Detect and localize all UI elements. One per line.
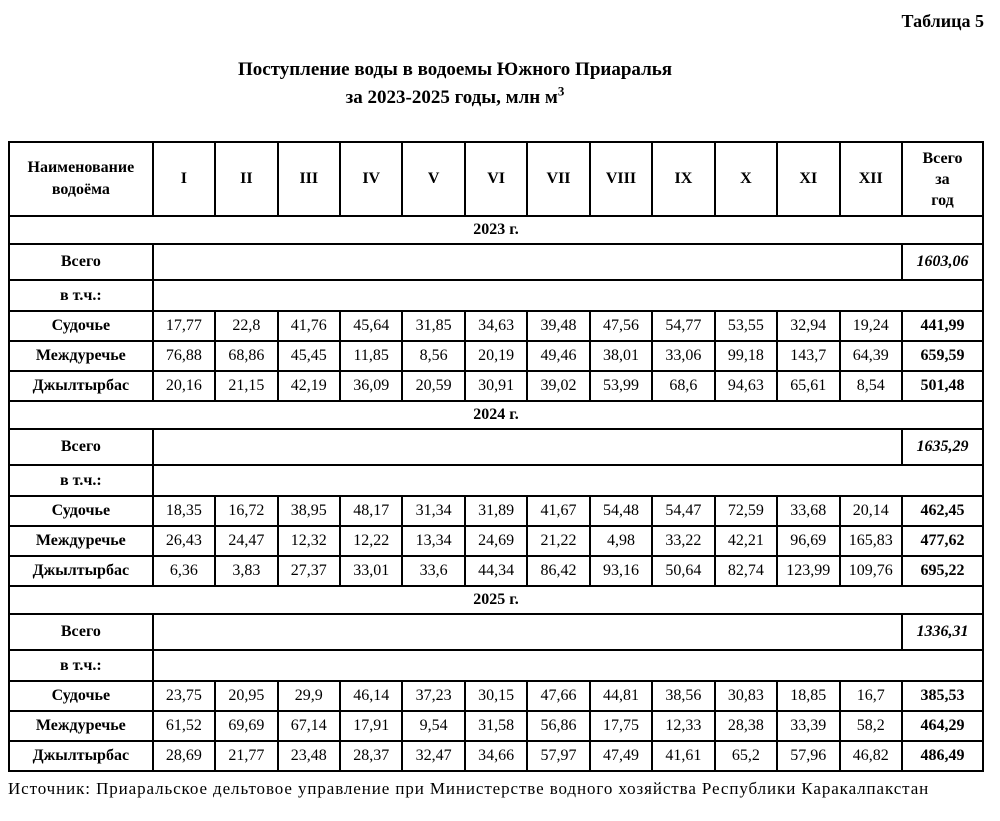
- value-cell: 32,47: [402, 741, 464, 771]
- value-cell: 12,32: [278, 526, 340, 556]
- value-cell: 17,91: [340, 711, 402, 741]
- value-cell: 24,69: [465, 526, 527, 556]
- document-title: [0, 56, 910, 112]
- table-row: [9, 496, 983, 526]
- empty-merged-cell: [153, 280, 983, 311]
- col-header-month-12: XII: [840, 142, 902, 216]
- value-cell: 46,82: [840, 741, 902, 771]
- row-name: Междуречье: [9, 341, 153, 371]
- col-header-month-6: VI: [465, 142, 527, 216]
- year-banner: 2025 г.: [9, 586, 983, 614]
- value-cell: 49,46: [527, 341, 589, 371]
- year-section-row-2025: [9, 586, 983, 614]
- header-row: [9, 142, 983, 216]
- year-section-row-2023: [9, 216, 983, 244]
- value-cell: 46,14: [340, 681, 402, 711]
- value-cell: 28,37: [340, 741, 402, 771]
- value-cell: 22,8: [215, 311, 277, 341]
- title-line-2-text: за 2023-2025 годы, млн м: [345, 87, 558, 108]
- row-name: Джылтырбас: [9, 556, 153, 586]
- row-total: 695,22: [902, 556, 983, 586]
- section-total-value: 1336,31: [902, 614, 983, 650]
- value-cell: 12,33: [652, 711, 714, 741]
- value-cell: 39,48: [527, 311, 589, 341]
- row-name: Судочье: [9, 496, 153, 526]
- value-cell: 61,52: [153, 711, 215, 741]
- value-cell: 57,97: [527, 741, 589, 771]
- row-total: 659,59: [902, 341, 983, 371]
- value-cell: 18,85: [777, 681, 839, 711]
- total-header-line-1: Всего: [922, 149, 963, 167]
- col-header-month-2: II: [215, 142, 277, 216]
- value-cell: 69,69: [215, 711, 277, 741]
- value-cell: 8,54: [840, 371, 902, 401]
- value-cell: 13,34: [402, 526, 464, 556]
- row-total: 462,45: [902, 496, 983, 526]
- col-header-month-3: III: [278, 142, 340, 216]
- value-cell: 65,2: [715, 741, 777, 771]
- value-cell: 30,91: [465, 371, 527, 401]
- including-label: в т.ч.:: [9, 280, 153, 311]
- value-cell: 123,99: [777, 556, 839, 586]
- table-row: [9, 341, 983, 371]
- value-cell: 45,45: [278, 341, 340, 371]
- value-cell: 20,16: [153, 371, 215, 401]
- value-cell: 54,77: [652, 311, 714, 341]
- value-cell: 45,64: [340, 311, 402, 341]
- value-cell: 29,9: [278, 681, 340, 711]
- section-total-row: [9, 614, 983, 650]
- total-label: Всего: [9, 429, 153, 465]
- row-name: Джылтырбас: [9, 741, 153, 771]
- total-label: Всего: [9, 614, 153, 650]
- row-total: 441,99: [902, 311, 983, 341]
- table-row: [9, 741, 983, 771]
- value-cell: 21,15: [215, 371, 277, 401]
- col-header-month-9: IX: [652, 142, 714, 216]
- value-cell: 38,01: [590, 341, 652, 371]
- value-cell: 9,54: [402, 711, 464, 741]
- value-cell: 21,77: [215, 741, 277, 771]
- value-cell: 20,14: [840, 496, 902, 526]
- col-header-month-4: IV: [340, 142, 402, 216]
- value-cell: 50,64: [652, 556, 714, 586]
- value-cell: 36,09: [340, 371, 402, 401]
- empty-merged-cell: [153, 614, 902, 650]
- value-cell: 96,69: [777, 526, 839, 556]
- value-cell: 38,56: [652, 681, 714, 711]
- value-cell: 30,83: [715, 681, 777, 711]
- title-superscript: 3: [557, 83, 565, 99]
- value-cell: 57,96: [777, 741, 839, 771]
- value-cell: 33,22: [652, 526, 714, 556]
- value-cell: 19,24: [840, 311, 902, 341]
- value-cell: 68,6: [652, 371, 714, 401]
- total-header-line-2: за: [935, 170, 950, 188]
- table-number-label: Таблица 5: [901, 11, 984, 31]
- value-cell: 67,14: [278, 711, 340, 741]
- row-total: 486,49: [902, 741, 983, 771]
- value-cell: 30,15: [465, 681, 527, 711]
- year-banner: 2023 г.: [9, 216, 983, 244]
- value-cell: 17,75: [590, 711, 652, 741]
- value-cell: 41,76: [278, 311, 340, 341]
- value-cell: 4,98: [590, 526, 652, 556]
- row-name: Междуречье: [9, 711, 153, 741]
- row-total: 501,48: [902, 371, 983, 401]
- empty-merged-cell: [153, 244, 902, 280]
- section-total-value: 1603,06: [902, 244, 983, 280]
- value-cell: 58,2: [840, 711, 902, 741]
- value-cell: 17,77: [153, 311, 215, 341]
- table-row: [9, 711, 983, 741]
- value-cell: 53,55: [715, 311, 777, 341]
- value-cell: 31,89: [465, 496, 527, 526]
- value-cell: 23,48: [278, 741, 340, 771]
- table-row: [9, 681, 983, 711]
- value-cell: 20,59: [402, 371, 464, 401]
- col-header-year-total: [902, 142, 983, 216]
- row-name: Джылтырбас: [9, 371, 153, 401]
- col-header-month-7: VII: [527, 142, 589, 216]
- value-cell: 41,67: [527, 496, 589, 526]
- value-cell: 37,23: [402, 681, 464, 711]
- table-row: [9, 556, 983, 586]
- year-section-row-2024: [9, 401, 983, 429]
- value-cell: 42,19: [278, 371, 340, 401]
- value-cell: 33,01: [340, 556, 402, 586]
- value-cell: 99,18: [715, 341, 777, 371]
- value-cell: 47,49: [590, 741, 652, 771]
- row-total: 464,29: [902, 711, 983, 741]
- value-cell: 27,37: [278, 556, 340, 586]
- value-cell: 33,06: [652, 341, 714, 371]
- value-cell: 47,56: [590, 311, 652, 341]
- table-row: [9, 311, 983, 341]
- empty-merged-cell: [153, 650, 983, 681]
- value-cell: 48,17: [340, 496, 402, 526]
- value-cell: 31,85: [402, 311, 464, 341]
- title-line-1: Поступление воды в водоемы Южного Приаралья: [237, 59, 673, 80]
- including-label: в т.ч.:: [9, 650, 153, 681]
- col-header-month-10: X: [715, 142, 777, 216]
- value-cell: 54,47: [652, 496, 714, 526]
- value-cell: 56,86: [527, 711, 589, 741]
- value-cell: 16,7: [840, 681, 902, 711]
- section-total-value: 1635,29: [902, 429, 983, 465]
- value-cell: 31,34: [402, 496, 464, 526]
- including-label: в т.ч.:: [9, 465, 153, 496]
- value-cell: 86,42: [527, 556, 589, 586]
- value-cell: 72,59: [715, 496, 777, 526]
- value-cell: 23,75: [153, 681, 215, 711]
- col-header-month-1: I: [153, 142, 215, 216]
- including-row: [9, 280, 983, 311]
- value-cell: 109,76: [840, 556, 902, 586]
- value-cell: 53,99: [590, 371, 652, 401]
- value-cell: 42,21: [715, 526, 777, 556]
- value-cell: 39,02: [527, 371, 589, 401]
- value-cell: 143,7: [777, 341, 839, 371]
- value-cell: 8,56: [402, 341, 464, 371]
- value-cell: 41,61: [652, 741, 714, 771]
- value-cell: 44,81: [590, 681, 652, 711]
- col-header-reservoir-name: Наименование водоёма: [9, 142, 153, 216]
- empty-merged-cell: [153, 465, 983, 496]
- including-row: [9, 465, 983, 496]
- value-cell: 94,63: [715, 371, 777, 401]
- total-header-line-3: год: [931, 191, 954, 209]
- col-header-month-11: XI: [777, 142, 839, 216]
- value-cell: 20,19: [465, 341, 527, 371]
- title-line-2: [0, 84, 910, 112]
- value-cell: 20,95: [215, 681, 277, 711]
- value-cell: 24,47: [215, 526, 277, 556]
- table-row: [9, 526, 983, 556]
- value-cell: 33,39: [777, 711, 839, 741]
- value-cell: 54,48: [590, 496, 652, 526]
- row-name: Судочье: [9, 311, 153, 341]
- value-cell: 64,39: [840, 341, 902, 371]
- col-header-month-5: V: [402, 142, 464, 216]
- row-total: 477,62: [902, 526, 983, 556]
- value-cell: 33,68: [777, 496, 839, 526]
- section-total-row: [9, 244, 983, 280]
- value-cell: 6,36: [153, 556, 215, 586]
- value-cell: 34,66: [465, 741, 527, 771]
- col-header-month-8: VIII: [590, 142, 652, 216]
- row-name: Судочье: [9, 681, 153, 711]
- value-cell: 18,35: [153, 496, 215, 526]
- source-note: Источник: Приаральское дельтовое управление при Министерстве водного хозяйства Республики Каракалпакстан: [8, 779, 930, 798]
- value-cell: 31,58: [465, 711, 527, 741]
- value-cell: 44,34: [465, 556, 527, 586]
- value-cell: 68,86: [215, 341, 277, 371]
- water-inflow-table: [8, 141, 984, 772]
- year-banner: 2024 г.: [9, 401, 983, 429]
- total-label: Всего: [9, 244, 153, 280]
- value-cell: 38,95: [278, 496, 340, 526]
- value-cell: 65,61: [777, 371, 839, 401]
- value-cell: 28,69: [153, 741, 215, 771]
- value-cell: 12,22: [340, 526, 402, 556]
- value-cell: 16,72: [215, 496, 277, 526]
- table-row: [9, 371, 983, 401]
- value-cell: 47,66: [527, 681, 589, 711]
- row-total: 385,53: [902, 681, 983, 711]
- value-cell: 11,85: [340, 341, 402, 371]
- value-cell: 34,63: [465, 311, 527, 341]
- value-cell: 28,38: [715, 711, 777, 741]
- value-cell: 33,6: [402, 556, 464, 586]
- value-cell: 82,74: [715, 556, 777, 586]
- including-row: [9, 650, 983, 681]
- value-cell: 21,22: [527, 526, 589, 556]
- value-cell: 93,16: [590, 556, 652, 586]
- value-cell: 26,43: [153, 526, 215, 556]
- value-cell: 3,83: [215, 556, 277, 586]
- empty-merged-cell: [153, 429, 902, 465]
- value-cell: 32,94: [777, 311, 839, 341]
- row-name: Междуречье: [9, 526, 153, 556]
- value-cell: 76,88: [153, 341, 215, 371]
- value-cell: 165,83: [840, 526, 902, 556]
- section-total-row: [9, 429, 983, 465]
